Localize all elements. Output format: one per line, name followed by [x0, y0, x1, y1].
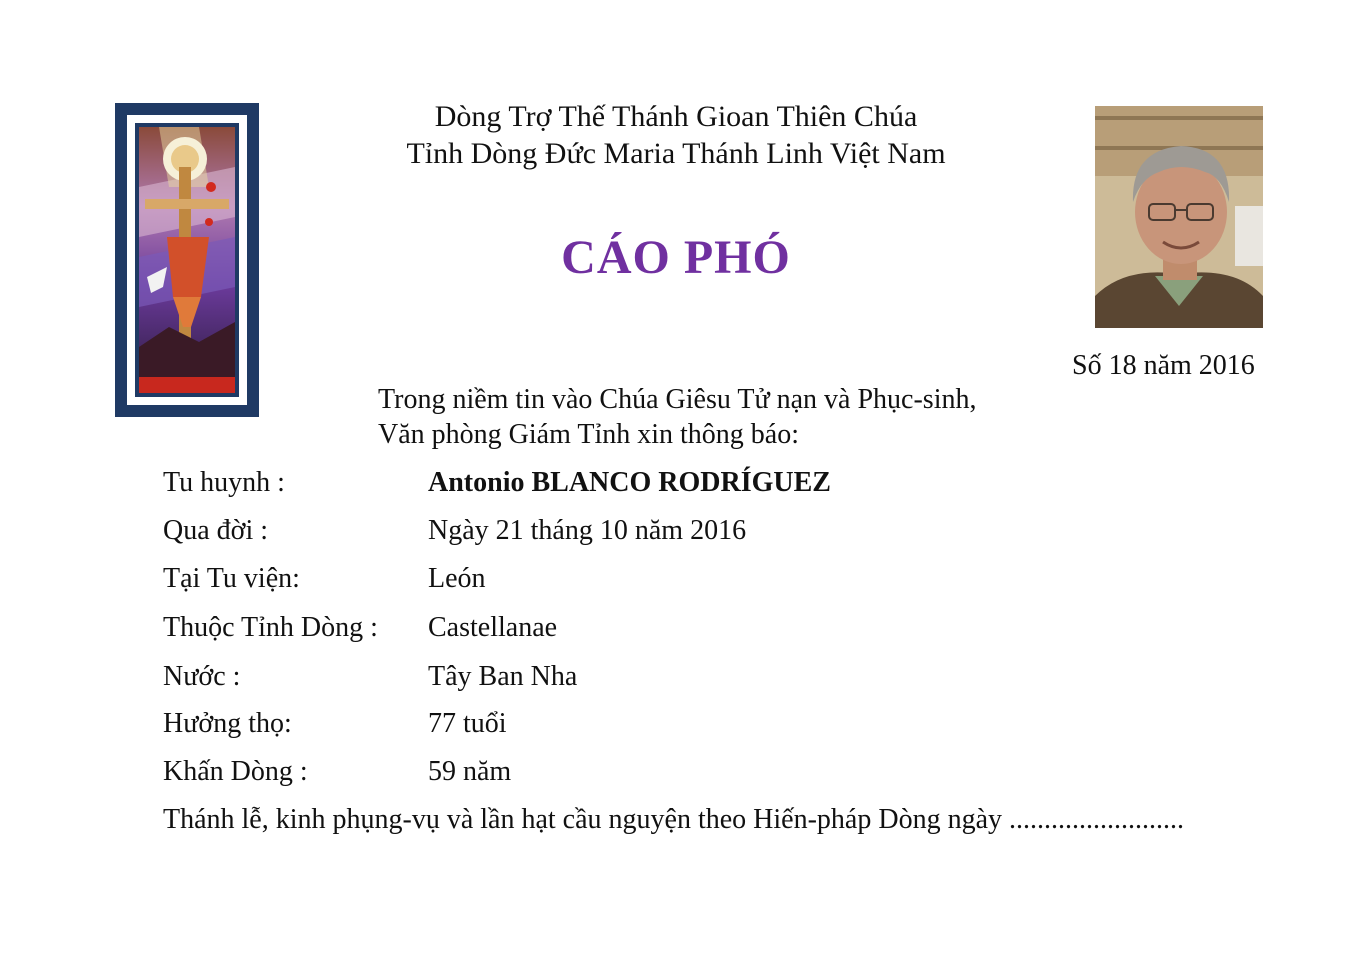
detail-row-age: [163, 708, 1263, 748]
detail-row-vows: [163, 756, 1263, 796]
detail-label: Nước :: [163, 661, 241, 692]
portrait-photo: [1095, 106, 1263, 328]
detail-value: 59 năm: [428, 756, 512, 787]
intro-line-1: Trong niềm tin vào Chúa Giêsu Tử nạn và Phục-sinh,: [378, 384, 977, 415]
detail-row-monastery: [163, 563, 1263, 603]
detail-label: Thuộc Tỉnh Dòng :: [163, 612, 378, 643]
issue-number: Số 18 năm 2016: [1072, 350, 1255, 381]
footer-note: Thánh lễ, kinh phụng-vụ và lần hạt cầu nguyện theo Hiến-pháp Dòng ngày .........................: [163, 804, 1185, 835]
detail-row-country: [163, 661, 1263, 701]
detail-label: Tại Tu viện:: [163, 563, 300, 594]
intro-line-2: Văn phòng Giám Tỉnh xin thông báo:: [378, 419, 799, 450]
detail-row-province: [163, 612, 1263, 652]
detail-label: Tu huynh :: [163, 467, 285, 498]
detail-label: Qua đời :: [163, 515, 269, 546]
detail-value: León: [428, 563, 486, 594]
detail-label: Hưởng thọ:: [163, 708, 292, 739]
detail-row-name: [163, 467, 1263, 507]
detail-label: Khấn Dòng :: [163, 756, 308, 787]
detail-value: Ngày 21 tháng 10 năm 2016: [428, 515, 747, 546]
province-name: Tỉnh Dòng Đức Maria Thánh Linh Việt Nam: [406, 137, 946, 170]
detail-row-death-date: [163, 515, 1263, 555]
organization-name: Dòng Trợ Thế Thánh Gioan Thiên Chúa: [434, 100, 918, 133]
page-title: CÁO PHÓ: [561, 231, 791, 284]
detail-value: Castellanae: [428, 612, 558, 643]
deceased-name: Antonio BLANCO RODRÍGUEZ: [428, 467, 831, 498]
detail-value: Tây Ban Nha: [428, 661, 578, 692]
detail-value: 77 tuổi: [428, 708, 507, 739]
